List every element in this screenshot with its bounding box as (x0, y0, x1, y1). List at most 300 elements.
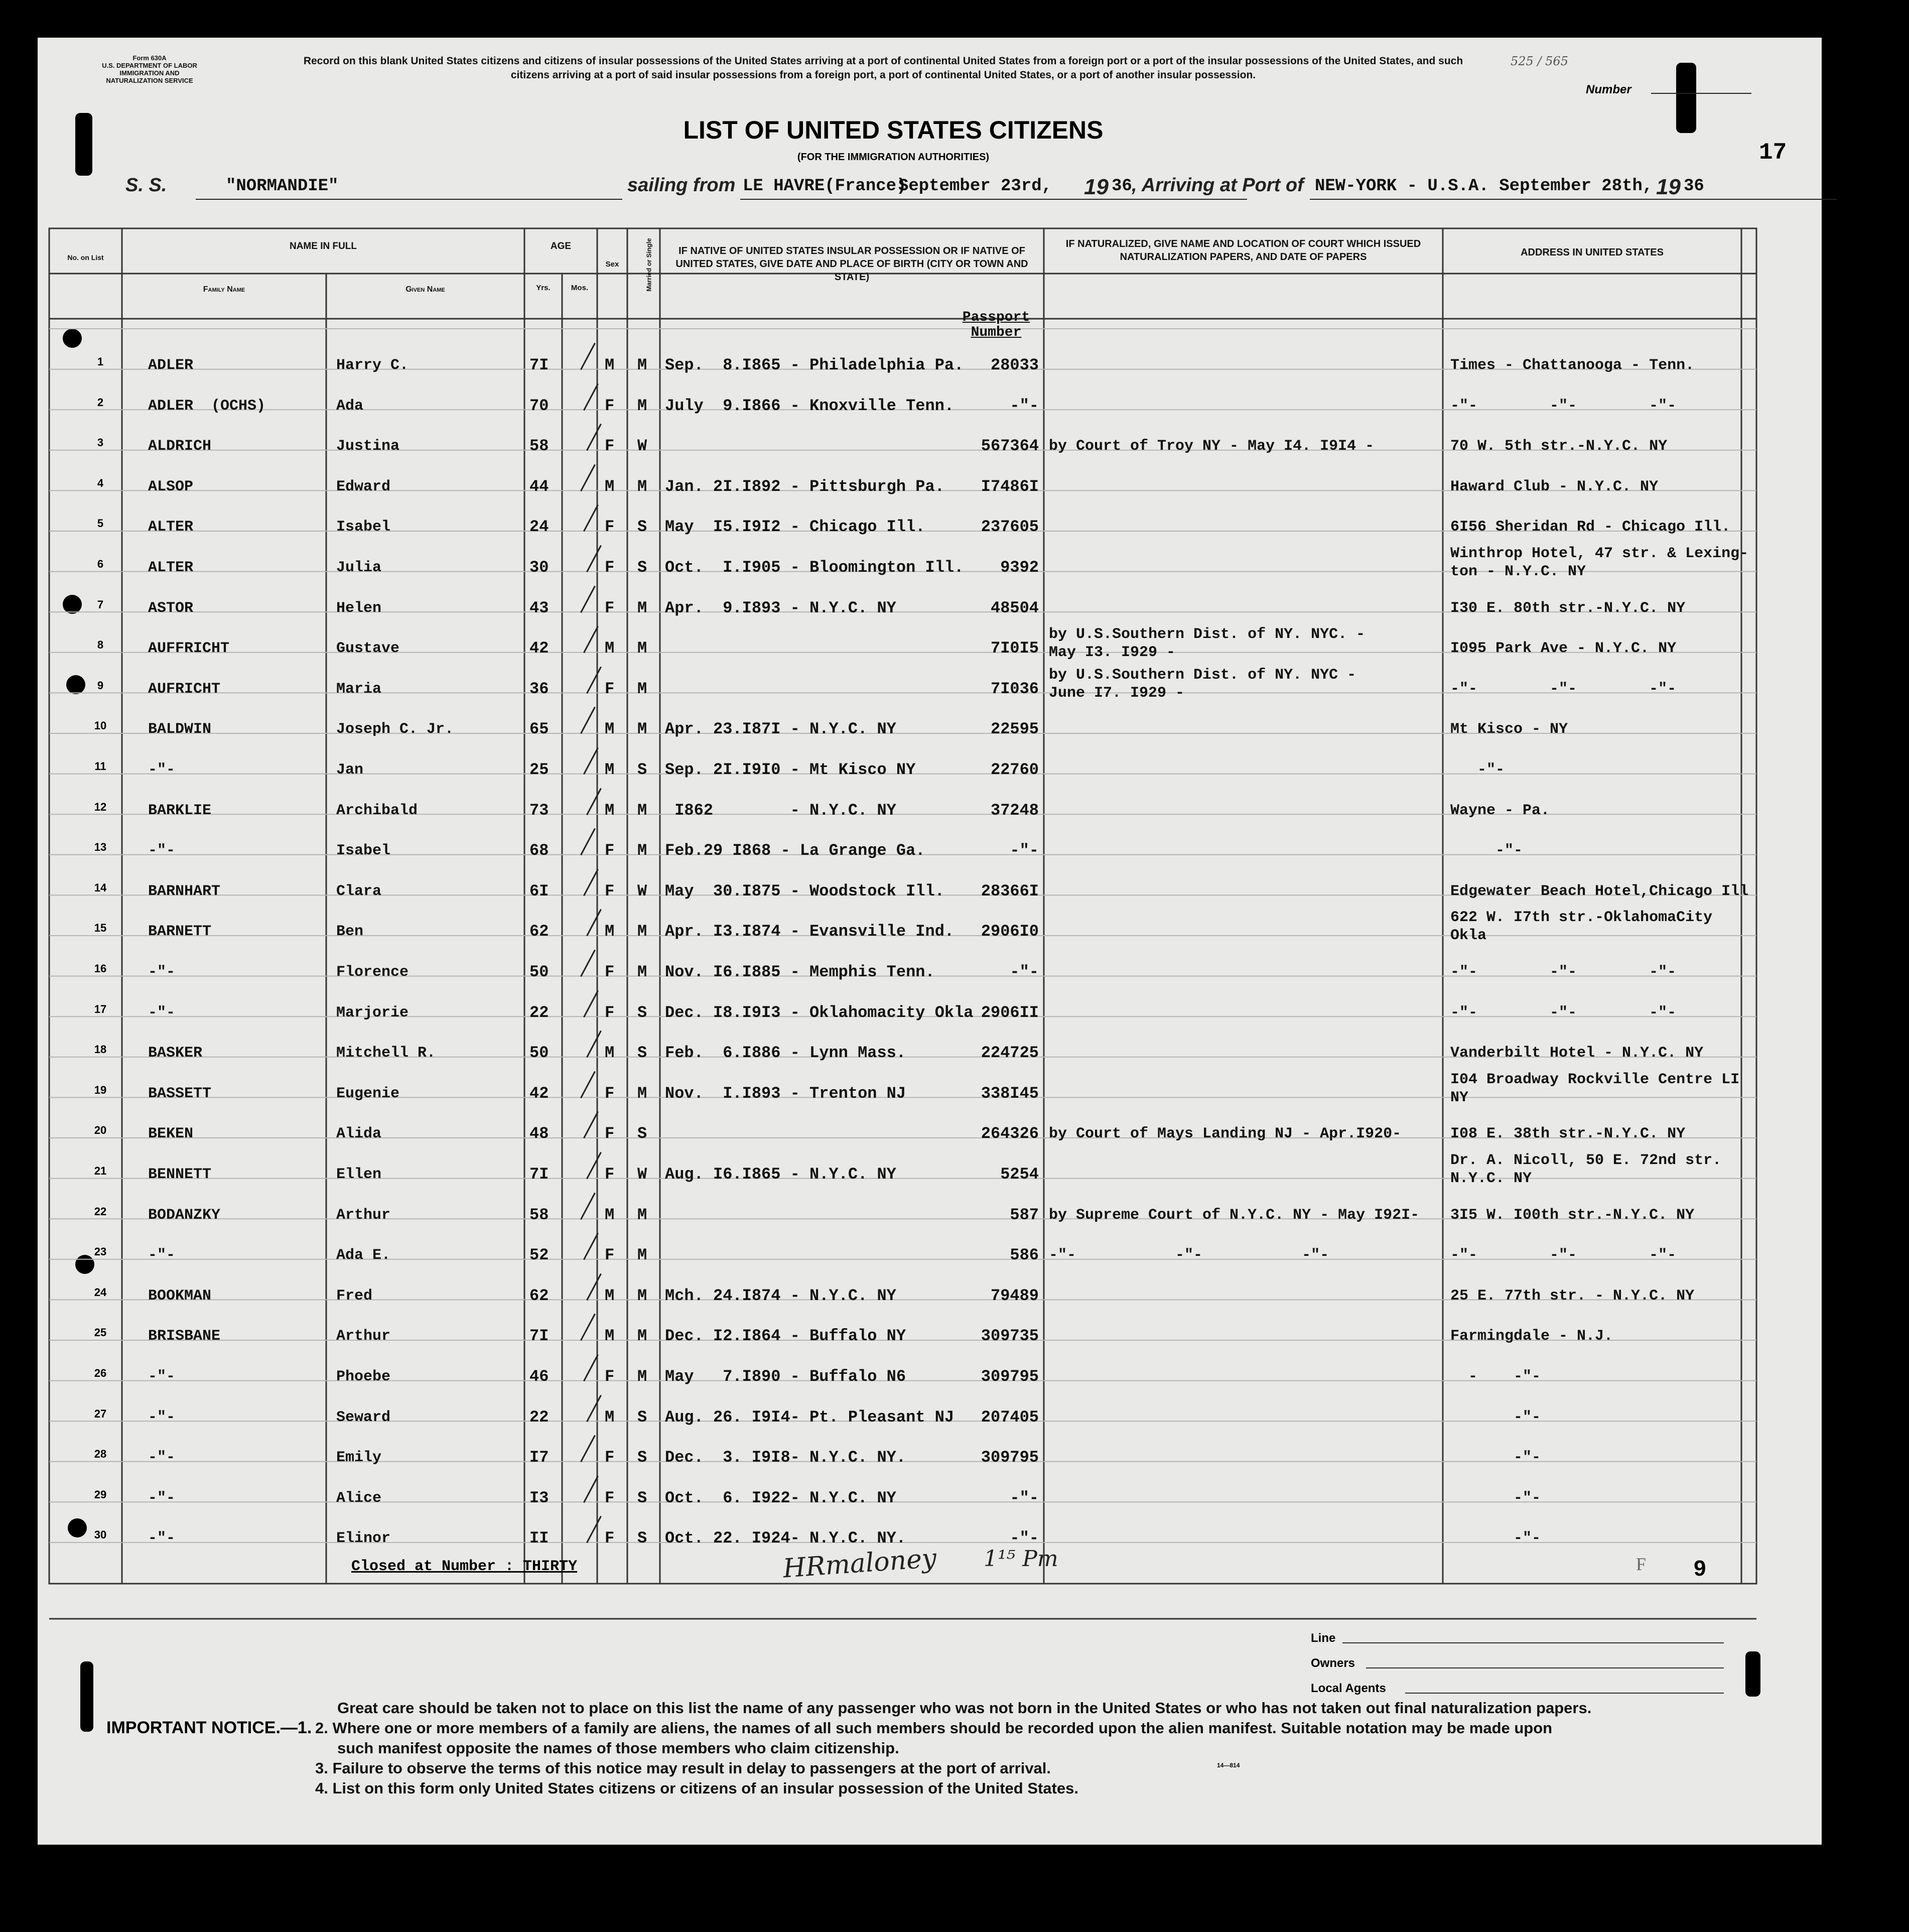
family-name: BRISBANE (148, 1328, 221, 1345)
us-address: -"- -"- -"- (1450, 680, 1677, 698)
birth-info: Feb. 6.I886 - Lynn Mass. (665, 1044, 906, 1063)
depart-year-prefix: 19 (1084, 175, 1109, 199)
us-address: Wayne - Pa. (1450, 802, 1550, 819)
family-name: AUFFRICHT (148, 640, 230, 658)
header-name: NAME IN FULL (289, 241, 357, 251)
age: 42 (529, 639, 549, 658)
birth-info: Oct. 6. I922- N.Y.C. NY (665, 1488, 896, 1507)
pencil-mark: F (1636, 1554, 1647, 1574)
age: 22 (529, 1407, 549, 1427)
marital-status: M (637, 679, 647, 698)
us-address: I04 Broadway Rockville Centre LI NY (1450, 1071, 1740, 1106)
header-age: AGE (550, 241, 572, 251)
given-name: Ada (336, 397, 364, 415)
row-number: 7 (97, 598, 104, 611)
birth-info: Oct. 22. I924- N.Y.C. NY. (665, 1529, 906, 1548)
family-name: -"- (148, 1004, 176, 1021)
number-label: Number (1586, 83, 1631, 96)
given-name: Seward (336, 1408, 391, 1426)
marital-status: W (637, 437, 647, 456)
us-address: -"- -"- -"- (1450, 397, 1677, 415)
given-name: Alida (336, 1125, 382, 1143)
given-name: Jan (336, 761, 364, 779)
row-number: 18 (94, 1043, 107, 1056)
family-name: BASKER (148, 1045, 203, 1062)
us-address: I095 Park Ave - N.Y.C. NY (1450, 640, 1677, 658)
arrive-year-prefix: 19 (1656, 175, 1681, 199)
form-identifier (59, 54, 240, 84)
header-sex: Sex (605, 260, 619, 269)
sex: F (605, 1448, 615, 1467)
marital-status: M (637, 1084, 647, 1103)
page-title: LIST OF UNITED STATES CITIZENS (683, 116, 1104, 144)
arrival-port: NEW-YORK - U.S.A. September 28th, (1315, 177, 1653, 196)
voyage-line (125, 175, 1731, 205)
marital-status: S (637, 1529, 647, 1548)
us-address: -"- (1450, 1530, 1541, 1548)
row-number: 19 (94, 1083, 107, 1096)
age: 43 (529, 598, 549, 617)
age: 52 (529, 1246, 549, 1265)
row-number: 22 (94, 1205, 107, 1218)
birth-info: May 30.I875 - Woodstock Ill. (665, 881, 944, 900)
sex: F (605, 1529, 615, 1548)
given-name: Ben (336, 923, 364, 941)
family-name: ALSOP (148, 478, 194, 495)
us-address: 25 E. 77th str. - N.Y.C. NY (1450, 1287, 1695, 1305)
marital-status: S (637, 1448, 647, 1467)
sex: F (605, 518, 615, 537)
us-address: I08 E. 38th str.-N.Y.C. NY (1450, 1125, 1686, 1143)
marital-status: S (637, 760, 647, 779)
age: 62 (529, 922, 549, 941)
birth-info: Sep. 2I.I9I0 - Mt Kisco NY (665, 760, 916, 779)
row-number: 14 (94, 881, 107, 894)
form-id-line: U.S. DEPARTMENT OF LABOR (102, 62, 197, 69)
marital-status: M (637, 396, 647, 415)
family-name: BOOKMAN (148, 1287, 212, 1305)
marital-status: S (637, 1488, 647, 1507)
passport-number: -"- (1010, 1488, 1039, 1507)
birth-info: Dec. 3. I9I8- N.Y.C. NY. (665, 1448, 906, 1467)
ship-underline (196, 199, 622, 200)
birth-info: Mch. 24.I874 - N.Y.C. NY (665, 1286, 896, 1305)
age: 24 (529, 518, 549, 537)
age: 7I (529, 356, 549, 374)
marital-status: M (637, 1246, 647, 1265)
sex: F (605, 558, 615, 577)
birth-info: Aug. 26. I9I4- Pt. Pleasant NJ (665, 1407, 954, 1427)
passport-number: 7I0I5 (990, 639, 1039, 658)
family-name: -"- (148, 1530, 176, 1548)
row-number: 15 (94, 922, 107, 935)
passport-number: 2906II (981, 1003, 1039, 1022)
given-name: Phoebe (336, 1368, 391, 1385)
age: 7I (529, 1165, 549, 1184)
header-married: Married or Single (645, 238, 653, 292)
birth-info: Dec. I2.I864 - Buffalo NY (665, 1327, 906, 1346)
form-id-line: Form 630A (132, 54, 167, 62)
given-name: Florence (336, 964, 409, 981)
row-number: 16 (94, 962, 107, 975)
us-address: -"- (1450, 842, 1523, 860)
us-address: Dr. A. Nicoll, 50 E. 72nd str. N.Y.C. NY (1450, 1152, 1722, 1187)
ship-name: "NORMANDIE" (226, 177, 339, 196)
sex: M (605, 639, 615, 658)
given-name: Elinor (336, 1530, 391, 1548)
marital-status: S (637, 1003, 647, 1022)
owners-label: Owners (1311, 1656, 1355, 1670)
family-name: AUFRICHT (148, 680, 221, 698)
marital-status: M (637, 963, 647, 981)
passport-number: 5254 (1000, 1165, 1039, 1184)
row-number: 2 (97, 396, 104, 409)
header-family: Family Name (203, 285, 245, 294)
marital-status: M (637, 801, 647, 820)
marital-status: M (637, 477, 647, 496)
depart-year: 36 (1112, 177, 1132, 196)
row-number: 20 (94, 1124, 107, 1137)
sex: F (605, 1124, 615, 1143)
age: II (529, 1529, 549, 1548)
header-passport: Passport Number (962, 310, 1030, 340)
ss-label: S. S. (125, 175, 167, 196)
passport-number: 264326 (981, 1124, 1039, 1143)
row-number: 5 (97, 517, 104, 530)
passport-number: 207405 (981, 1407, 1039, 1427)
us-address: Haward Club - N.Y.C. NY (1450, 478, 1659, 495)
binding-hole (75, 113, 92, 176)
birth-info: Nov. I6.I885 - Memphis Tenn. (665, 963, 935, 981)
sex: M (605, 922, 615, 941)
sex: F (605, 1084, 615, 1103)
binding-hole (1745, 1651, 1760, 1697)
given-name: Marjorie (336, 1004, 409, 1021)
notice-2: 2. Where one or more members of a family are aliens, the names of all such members should be recorded upon the alien manifest. Suitable notation may be made upon (315, 1719, 1553, 1737)
row-number: 4 (97, 476, 104, 489)
pencil-annotation: 525 / 565 (1511, 54, 1568, 68)
sex: F (605, 1488, 615, 1507)
age: 46 (529, 1367, 549, 1386)
family-name: -"- (148, 1489, 176, 1507)
closed-at-number: Closed at Number : THIRTY (351, 1558, 578, 1575)
owners-field (1366, 1667, 1724, 1668)
passport-number: 28033 (990, 356, 1039, 374)
sex: M (605, 1205, 615, 1224)
header-given: Given Name (405, 285, 445, 294)
header-address: ADDRESS IN UNITED STATES (1521, 247, 1664, 258)
sex: F (605, 841, 615, 860)
us-address: Times - Chattanooga - Tenn. (1450, 357, 1695, 374)
agents-label: Local Agents (1311, 1682, 1386, 1695)
birth-info: Apr. 23.I87I - N.Y.C. NY (665, 720, 896, 739)
punch-hole (63, 595, 82, 614)
birth-info: Feb.29 I868 - La Grange Ga. (665, 841, 925, 860)
given-name: Julia (336, 559, 382, 576)
sex: F (605, 1165, 615, 1184)
notice-4: 4. List on this form only United States citizens or citizens of an insular possession of the United States. (315, 1779, 1078, 1797)
sex: F (605, 881, 615, 900)
sex: F (605, 396, 615, 415)
naturalization-info: by Supreme Court of N.Y.C. NY - May I92I- (1049, 1206, 1420, 1224)
form-id-line: NATURALIZATION SERVICE (106, 77, 193, 84)
passport-number: 224725 (981, 1044, 1039, 1063)
row-number: 10 (94, 719, 107, 732)
passport-number: 567364 (981, 437, 1039, 456)
passport-number: -"- (1010, 396, 1039, 415)
us-address: Edgewater Beach Hotel,Chicago Ill (1450, 882, 1749, 900)
header-no: No. on List (67, 253, 104, 262)
given-name: Gustave (336, 640, 400, 658)
given-name: Alice (336, 1489, 382, 1507)
passport-number: 237605 (981, 518, 1039, 537)
sex: M (605, 720, 615, 739)
passport-number: 79489 (990, 1286, 1039, 1305)
row-number: 23 (94, 1245, 107, 1258)
age: 30 (529, 558, 549, 577)
family-name: ASTOR (148, 599, 194, 617)
record-instructions: Record on this blank United States citizens and citizens of insular possessions of the United States arriving at a port of continental United States from a foreign port or a port of the insular possessions of the United States, and such citizens arriving at a port of said insular possessions from a foreign port, a port of continental United States, or a port of another insular possession. (303, 55, 1463, 81)
age: 62 (529, 1286, 549, 1305)
marital-status: M (637, 1286, 647, 1305)
family-name: ALTER (148, 519, 194, 536)
us-address: -"- -"- -"- (1450, 1247, 1677, 1264)
birth-info: July 9.I866 - Knoxville Tenn. (665, 396, 954, 415)
us-address: -"- (1450, 1489, 1541, 1507)
row-number: 3 (97, 436, 104, 449)
us-address: -"- -"- -"- (1450, 1004, 1677, 1021)
us-address: 3I5 W. I00th str.-N.Y.C. NY (1450, 1206, 1695, 1224)
sex: M (605, 1327, 615, 1346)
passport-number: 587 (1010, 1205, 1039, 1224)
age: I3 (529, 1488, 549, 1507)
family-name: BEKEN (148, 1125, 194, 1143)
age: 36 (529, 679, 549, 698)
birth-info: Dec. I8.I9I3 - Oklahomacity Okla (665, 1003, 974, 1022)
port-underline (740, 199, 1247, 200)
given-name: Emily (336, 1449, 382, 1467)
sex: M (605, 1286, 615, 1305)
birth-info: May I5.I9I2 - Chicago Ill. (665, 518, 925, 537)
marital-status: W (637, 881, 647, 900)
age: 42 (529, 1084, 549, 1103)
given-name: Isabel (336, 842, 391, 860)
age: I7 (529, 1448, 549, 1467)
passport-number: -"- (1010, 963, 1039, 981)
passport-number: 309735 (981, 1327, 1039, 1346)
passport-number: 37248 (990, 801, 1039, 820)
arrive-year: 36 (1684, 177, 1704, 196)
given-name: Arthur (336, 1328, 391, 1345)
row-number: 27 (94, 1407, 107, 1420)
sex: M (605, 1044, 615, 1063)
marital-status: S (637, 518, 647, 537)
marital-status: M (637, 720, 647, 739)
us-address: Vanderbilt Hotel - N.Y.C. NY (1450, 1045, 1704, 1062)
sex: F (605, 1246, 615, 1265)
sex: M (605, 801, 615, 820)
birth-info: Nov. I.I893 - Trenton NJ (665, 1084, 906, 1103)
age: 58 (529, 1205, 549, 1224)
punch-hole (63, 329, 82, 348)
age: 58 (529, 437, 549, 456)
family-name: -"- (148, 964, 176, 981)
us-address: Winthrop Hotel, 47 str. & Lexing- ton - N.Y.C. NY (1450, 545, 1749, 580)
line-label: Line (1311, 1631, 1336, 1645)
sheet-mark: 9 (1694, 1556, 1706, 1581)
marital-status: M (637, 598, 647, 617)
us-address: 70 W. 5th str.-N.Y.C. NY (1450, 438, 1668, 455)
given-name: Joseph C. Jr. (336, 721, 454, 738)
family-name: -"- (148, 1449, 176, 1467)
family-name: ADLER (OCHS) (148, 397, 266, 415)
sex: F (605, 437, 615, 456)
family-name: -"- (148, 1247, 176, 1264)
passport-number: I7486I (981, 477, 1039, 496)
given-name: Archibald (336, 802, 418, 819)
us-address: - -"- (1450, 1368, 1541, 1385)
age: 50 (529, 963, 549, 981)
family-name: BARKLIE (148, 802, 212, 819)
sex: F (605, 679, 615, 698)
family-name: ALDRICH (148, 438, 212, 455)
us-address: -"- (1450, 1449, 1541, 1467)
officer-signature: HRmaloney (782, 1543, 938, 1584)
family-name: BODANZKY (148, 1206, 221, 1224)
birth-info: I862 - N.Y.C. NY (665, 801, 896, 820)
number-field-line (1651, 93, 1751, 94)
age: 48 (529, 1124, 549, 1143)
age: 73 (529, 801, 549, 820)
given-name: Edward (336, 478, 391, 495)
row-number: 1 (97, 355, 104, 368)
age: 50 (529, 1044, 549, 1063)
row-number: 25 (94, 1326, 107, 1339)
sex: M (605, 1407, 615, 1427)
given-name: Helen (336, 599, 382, 617)
row-number: 21 (94, 1165, 107, 1177)
notice-2-cont: such manifest opposite the names of those members who claim citizenship. (337, 1739, 899, 1757)
age: 68 (529, 841, 549, 860)
marital-status: S (637, 1124, 647, 1143)
family-name: BALDWIN (148, 721, 212, 738)
family-name: -"- (148, 1368, 176, 1385)
sex: F (605, 963, 615, 981)
passport-number: 22760 (990, 760, 1039, 779)
given-name: Justina (336, 438, 400, 455)
us-address: Mt Kisco - NY (1450, 721, 1568, 738)
page-subtitle: (FOR THE IMMIGRATION AUTHORITIES) (797, 152, 990, 163)
age: 25 (529, 760, 549, 779)
given-name: Arthur (336, 1206, 391, 1224)
birth-info: Jan. 2I.I892 - Pittsburgh Pa. (665, 477, 944, 496)
family-name: -"- (148, 842, 176, 860)
sex: M (605, 356, 615, 374)
family-name: ALTER (148, 559, 194, 576)
given-name: Fred (336, 1287, 373, 1305)
header-mos: Mos. (571, 284, 589, 292)
given-name: Ellen (336, 1166, 382, 1183)
row-number: 9 (97, 679, 104, 692)
naturalization-info: by U.S.Southern Dist. of NY. NYC. - May I3. I929 - (1049, 626, 1366, 662)
passport-number: 7I036 (990, 679, 1039, 698)
marital-status: S (637, 558, 647, 577)
marital-status: M (637, 841, 647, 860)
us-address: I30 E. 80th str.-N.Y.C. NY (1450, 599, 1686, 617)
us-address: 622 W. I7th str.-OklahomaCity Okla (1450, 909, 1713, 945)
birth-info: May 7.I890 - Buffalo N6 (665, 1367, 906, 1386)
marital-status: M (637, 639, 647, 658)
binding-hole (1676, 63, 1696, 133)
family-name: ADLER (148, 357, 194, 374)
row-number: 26 (94, 1367, 107, 1379)
given-name: Clara (336, 882, 382, 900)
row-number: 13 (94, 841, 107, 854)
family-name: BASSETT (148, 1085, 212, 1102)
passport-number: 28366I (981, 881, 1039, 900)
age: 70 (529, 396, 549, 415)
row-number: 28 (94, 1448, 107, 1461)
marital-status: M (637, 1327, 647, 1346)
marital-status: M (637, 356, 647, 374)
row-number: 8 (97, 638, 104, 652)
us-address: -"- (1450, 761, 1505, 779)
header-birth: IF NATIVE OF UNITED STATES INSULAR POSSESSION OR IF NATIVE OF UNITED STATES, GIVE DATE AND PLACE OF BIRTH (CITY OR TOWN AND STATE) (675, 245, 1028, 283)
header-yrs: Yrs. (536, 284, 551, 292)
signature-time: 1¹⁵ Pm (984, 1546, 1058, 1572)
naturalization-info: by Court of Mays Landing NJ - Apr.I920- (1049, 1125, 1402, 1143)
marital-status: M (637, 922, 647, 941)
marital-status: S (637, 1407, 647, 1427)
naturalization-info: by Court of Troy NY - May I4. I9I4 - (1049, 438, 1375, 455)
birth-info: Apr. 9.I893 - N.Y.C. NY (665, 598, 896, 617)
birth-info: Sep. 8.I865 - Philadelphia Pa. (665, 356, 964, 374)
passport-number: 309795 (981, 1367, 1039, 1386)
marital-status: W (637, 1165, 647, 1184)
marital-status: M (637, 1367, 647, 1386)
passport-number: 48504 (990, 598, 1039, 617)
row-number: 29 (94, 1488, 107, 1501)
age: 22 (529, 1003, 549, 1022)
sex: F (605, 1367, 615, 1386)
punch-hole (66, 675, 85, 694)
family-name: BARNETT (148, 923, 212, 941)
given-name: Ada E. (336, 1247, 391, 1264)
binding-hole (80, 1661, 93, 1732)
sex: F (605, 1003, 615, 1022)
sailing-label: sailing from (627, 175, 736, 196)
passport-number: -"- (1010, 1529, 1039, 1548)
family-name: BARNHART (148, 882, 221, 900)
notice-heading: IMPORTANT NOTICE.—1. (106, 1718, 312, 1737)
birth-info: Apr. I3.I874 - Evansville Ind. (665, 922, 954, 941)
form-id-line: IMMIGRATION AND (119, 69, 180, 77)
page-number: 17 (1759, 140, 1787, 166)
given-name: Eugenie (336, 1085, 400, 1102)
notice-3: 3. Failure to observe the terms of this notice may result in delay to passengers at the port of arrival. (315, 1759, 1051, 1777)
naturalization-info: -"- -"- -"- (1049, 1247, 1329, 1264)
sex: M (605, 477, 615, 496)
row-number: 11 (94, 760, 106, 772)
marital-status: S (637, 1044, 647, 1063)
marital-status: M (637, 1205, 647, 1224)
punch-hole (68, 1518, 87, 1537)
row-number: 17 (94, 1002, 107, 1015)
departure-date: September 23rd, (898, 177, 1052, 196)
line-field (1342, 1642, 1724, 1643)
family-name: -"- (148, 1408, 176, 1426)
given-name: Isabel (336, 519, 391, 536)
